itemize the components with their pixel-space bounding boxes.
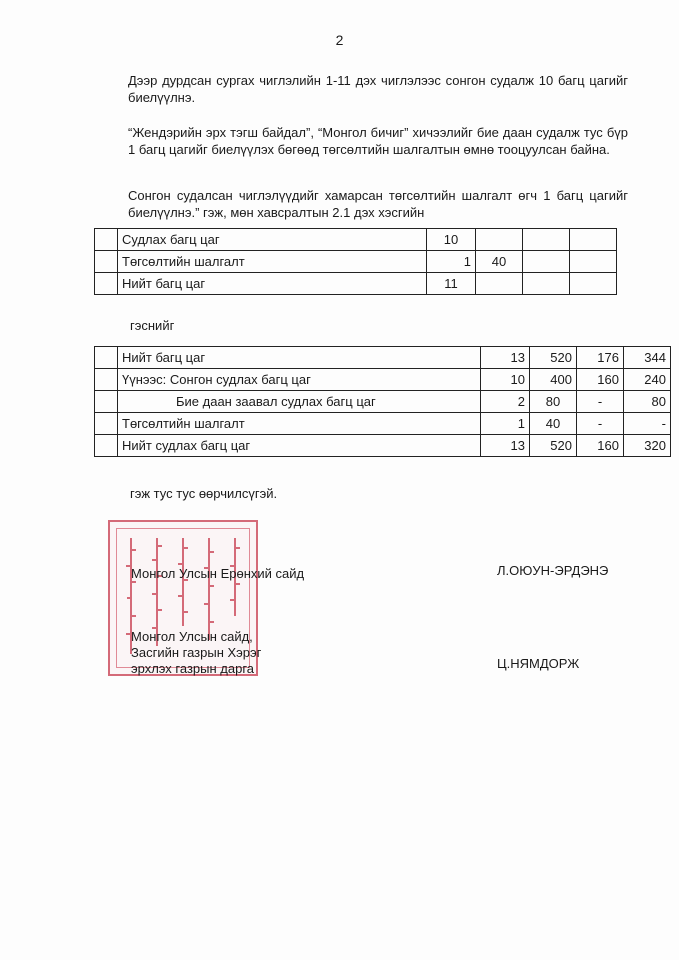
cell bbox=[523, 273, 570, 295]
signatory-2-title-line-1: Монгол Улсын сайд, bbox=[131, 629, 253, 644]
cell: 13 bbox=[481, 435, 530, 457]
cell bbox=[476, 273, 523, 295]
cell: 11 bbox=[427, 273, 476, 295]
table-row bbox=[95, 347, 671, 369]
cell: 80 bbox=[530, 391, 577, 413]
row-label: Үүнээс: Сонгон судлах багц цаг bbox=[118, 369, 481, 391]
row-label: Төгсөлтийн шалгалт bbox=[118, 251, 427, 273]
cell: 2 bbox=[481, 391, 530, 413]
table-row bbox=[95, 273, 617, 295]
cell: 320 bbox=[624, 435, 671, 457]
paragraph-1: Дээр дурдсан сургах чиглэлийн 1-11 дэх чиглэлээс сонгон судалж 10 багц цагийг биелүүлнэ. bbox=[128, 73, 628, 105]
signatory-2-title-line-3: эрхлэх газрын дарга bbox=[131, 661, 254, 676]
cell: 240 bbox=[624, 369, 671, 391]
cell: 10 bbox=[427, 229, 476, 251]
cell: 40 bbox=[476, 251, 523, 273]
between-text: гэснийг bbox=[130, 318, 175, 333]
cell bbox=[570, 273, 617, 295]
cell bbox=[523, 251, 570, 273]
row-label: Нийт багц цаг bbox=[118, 347, 481, 369]
cell: 160 bbox=[577, 435, 624, 457]
signatory-1-title: Монгол Улсын Ерөнхий сайд bbox=[131, 566, 305, 581]
table-row bbox=[95, 435, 671, 457]
cell: 1 bbox=[481, 413, 530, 435]
row-label: Судлах багц цаг bbox=[118, 229, 427, 251]
cell: 10 bbox=[481, 369, 530, 391]
cell: - bbox=[577, 413, 624, 435]
closing-text: гэж тус тус өөрчилсүгэй. bbox=[130, 486, 278, 501]
signatory-1-name: Л.ОЮУН-ЭРДЭНЭ bbox=[497, 563, 609, 578]
cell: 176 bbox=[577, 347, 624, 369]
table-row bbox=[95, 229, 617, 251]
cell bbox=[570, 229, 617, 251]
row-label: Нийт судлах багц цаг bbox=[118, 435, 481, 457]
cell: 80 bbox=[624, 391, 671, 413]
cell: 520 bbox=[530, 435, 577, 457]
cell: 160 bbox=[577, 369, 624, 391]
cell bbox=[476, 229, 523, 251]
table-amended bbox=[94, 346, 671, 457]
table-row bbox=[95, 369, 671, 391]
signatory-2-name: Ц.НЯМДОРЖ bbox=[497, 656, 580, 671]
cell: 1 bbox=[427, 251, 476, 273]
cell: - bbox=[624, 413, 671, 435]
table-row bbox=[95, 391, 671, 413]
cell bbox=[570, 251, 617, 273]
page-number: 2 bbox=[335, 32, 344, 48]
cell: 400 bbox=[530, 369, 577, 391]
cell: - bbox=[577, 391, 624, 413]
paragraph-3: Сонгон судалсан чиглэлүүдийг хамарсан төгсөлтийн шалгалт өгч 1 багц цагийг биелүүлнэ.” гэж, мөн хавсралтын 2.1 дэх хэсгийн bbox=[128, 188, 628, 220]
row-label: Төгсөлтийн шалгалт bbox=[118, 413, 481, 435]
table-original bbox=[94, 228, 617, 295]
cell: 520 bbox=[530, 347, 577, 369]
table-row bbox=[95, 251, 617, 273]
signatory-2-title-line-2: Засгийн газрын Хэрэг bbox=[131, 645, 262, 660]
cell: 40 bbox=[530, 413, 577, 435]
row-label: Нийт багц цаг bbox=[118, 273, 427, 295]
cell: 13 bbox=[481, 347, 530, 369]
cell bbox=[523, 229, 570, 251]
paragraph-2: “Жендэрийн эрх тэгш байдал”, “Монгол бичиг” хичээлийг бие даан судалж тус бүр 1 багц цагийг биелүүлэх бөгөөд төгсөлтийн шалгалтын өмнө тооцуулсан байна. bbox=[128, 125, 628, 157]
cell: 344 bbox=[624, 347, 671, 369]
table-row bbox=[95, 413, 671, 435]
row-label: Бие даан заавал судлах багц цаг bbox=[118, 391, 481, 413]
